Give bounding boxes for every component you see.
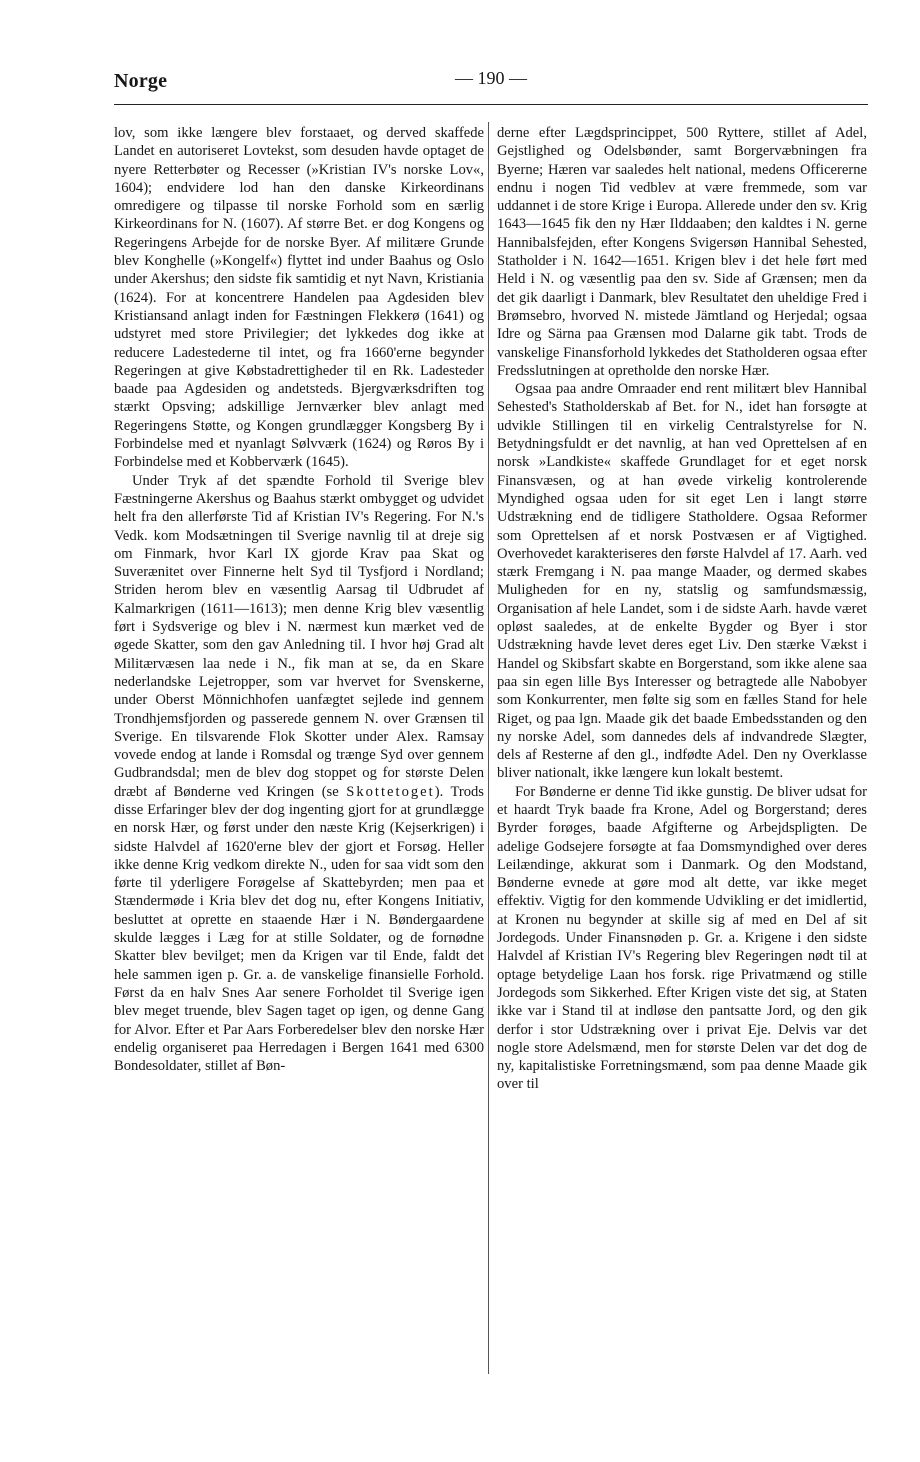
page-header xyxy=(114,60,868,100)
paragraph-text: ). Trods disse Erfaringer blev der dog ingenting gjort for at grundlægge en norsk Hær, og først under den næste Krig (Kejserkrigen) i sidste Halvdel af 1620'erne blev der gjort et Forsøg. Heller ikke denne Krig vedkom direkte N., uden for saa vidt som den førte til yderligere Forøgelse af Skattebyrden; men paa et Stændermøde i Kria blev det dog nu, efter Kongens Initiativ, besluttet at oprette en staaende Hær i N. Bøndergaardene skulde lægges i Læg for at stille Soldater, og de fornødne Skatter blev bevilget; men da Krigen var til Ende, faldt det hele sammen igen p. Gr. a. de vanskelige finansielle Forhold. Først da en halv Snes Aar senere Forholdet til Sverige igen blev meget truende, blev Sagen taget op igen, og denne Gang for Alvor. Efter et Par Aars Forberedelser blev den norske Hær endelig organiseret paa Herredagen i Bergen 1641 med 6300 Bondesoldater, stillet af Bøn- xyxy=(114,783,484,1075)
paragraph: derne efter Lægdsprincippet, 500 Ryttere, stillet af Adel, Gejstlighed og Odelsbønder, samt Borgervæbningen fra Byerne; Hæren var saaledes helt national, medens Officererne endnu i nogen Tid vedblev at være fremmede, som var uddannet i de store Krige i Europa. Allerede under den sv. Krig 1643—1645 fik den ny Hær Ilddaaben; den kaldtes i N. gerne Hannibalsfejden, efter Kongens Svigersøn Hannibal Sehested, Statholder i N. 1642—1651. Krigen blev i det hele ført med Held i N. og væsentlig paa den sv. Side af Grænsen; men da det gik daarligt i Danmark, blev Resultatet den uheldige Fred i Brømsebro, hvorved N. mistede Jämtland og Herjedal; ogsaa Idre og Särna paa Grænsen mod Dalarne gik tabt. Trods de vanskelige Finansforhold lykkedes det Statholderen ogsaa efter Fredsslutningen at opretholde den norske Hær. xyxy=(497,125,867,379)
paragraph xyxy=(114,472,484,1076)
paragraph: lov, som ikke længere blev forstaaet, og derved skaffede Landet en autoriseret Lovtekst, som desuden havde optaget de nyere Retterbøter og Recesser (»Kristian IV's norske Lov«, 1604); endvidere lod han den danske Kirkeordinans omredigere og tilpasse til norske Forhold som en særlig Kirkeordinans for N. (1607). Af større Bet. er dog Kongens og Regeringens Arbejde for de norske Byer. Af militære Grunde blev Konghelle (»Kongelf«) flyttet ind under Baahus og Oslo under Akershus; den sidste fik samtidig et nyt Navn, Kristiania (1624). For at koncentrere Handelen paa Agdesiden blev Kristiansand anlagt inden for Fæstningen Flekkerø (1641) og udstyret med store Privilegier; det lykkedes dog ikke at reducere Ladestederne til intet, og fra 1660'erne begynder Regeringen at give Købstadrettigheder til en Rk. Ladesteder baade paa Agdesiden og andetsteds. Bjergværksdriften tog stærkt Opsving; adskillige Jernværker blev anlagt med Regeringens Støtte, og Kongen grundlægger Kongsberg By i Forbindelse med et nyanlagt Sølvværk (1624) og Røros By i Forbindelse med et Kobberværk (1645). xyxy=(114,125,484,471)
page-number: — 190 — xyxy=(455,68,527,88)
cross-reference: Skottetoget xyxy=(346,783,435,800)
running-title: Norge xyxy=(114,70,168,92)
right-column xyxy=(497,124,867,1094)
paragraph: Ogsaa paa andre Omraader end rent militært blev Hannibal Sehested's Statholderskab af Bet. for N., idet han forsøgte at udvikle Stillingen til en virkelig Centralstyrelse for N. Betydningsfuldt er det navnlig, at han ved Oprettelsen af en norsk »Landkiste« skaffede Grundlaget for et eget norsk Finansvæsen, og at han øvede virkelig kontrolerende Myndighed ogsaa uden for sit eget Len i langt større Udstrækning end de tidligere Statholdere. Ogsaa Reformer som Oprettelsen af et norsk Postvæsen er af Vigtighed. Overhovedet karakteriseres den første Halvdel af 17. Aarh. ved stærk Fremgang i N. paa mange Maader, og dermed skabes Muligheden for en ny, statslig og samfundsmæssig, Organisation af hele Landet, som i de sidste Aarh. havde været opløst saaledes, at de enkelte Bygder og Byer i stor Udstrækning havde levet deres eget Liv. Den stærke Vækst i Handel og Skibsfart skabte en Borgerstand, som ikke alene saa paa sin egen lille Bys Interesser og betragtede alle Nabobyer som Konkurrenter, men følte sig som en fælles Stand for hele Riget, og paa lgn. Maade gik det baade Embedsstanden og den ny norske Adel, som dannedes dels af indvandrede Slægter, dels af Resterne af den gl., indfødte Adel. Den ny Overklasse bliver nationalt, ikke længere kun lokalt bestemt. xyxy=(497,381,867,782)
header-rule xyxy=(114,104,868,105)
left-column xyxy=(114,124,484,1075)
paragraph: For Bønderne er denne Tid ikke gunstig. De bliver udsat for et haardt Tryk baade fra Krone, Adel og Borgerstand; deres Byrder forøges, baade Afgifterne og Arbejdspligten. De adelige Godsejere forsøgte at faa Domsmyndighed over deres Leilændinge, akkurat som i Danmark. Og den Modstand, Bønderne evnede at gøre mod alt dette, var ikke meget effektiv. Vigtig for den kommende Udvikling er det imidlertid, at Kronen nu begynder at skille sig af med en Del af sit Jordegods. Under Finansnøden p. Gr. a. Krigene i den sidste Halvdel af Kristian IV's Regering blev Regeringen nødt til at optage betydelige Laan hos forsk. rige Privatmænd og stille Jordegods som Sikkerhed. Efter Krigen viste det sig, at Staten ikke var i Stand til at indløse den pantsatte Jord, og den gik derfor i stor Udstrækning over i privat Eje. Delvis var det nogle store Adelsmænd, men for største Delen var det dog de ny, kapitalistiske Forretningsmænd, som paa denne Maade gik over til xyxy=(497,783,867,1093)
paragraph-text: Under Tryk af det spændte Forhold til Sverige blev Fæstningerne Akershus og Baahus stærkt ombygget og udvidet helt fra den allerførste Tid af Kristian IV's Regering. For N.'s Vedk. kom Modsætningen til Sverige navnlig til at dreje sig om Finmark, hvor Karl IX gjorde Krav paa Skat og Suverænitet over Finnerne helt Syd til Tysfjord i Nordland; Striden herom blev en væsentlig Aarsag til Udbrudet af Kalmarkrigen (1611—1613); men denne Krig blev væsentlig ført i Sydsverige og blev i N. nærmest kun mærket ved de øgede Skatter, som den gav Anledning til. I hvor høj Grad alt Militærvæsen laa nede i N., fik man at se, da en Skare nederlandske Lejetropper, som var hvervet for Svenskerne, under Oberst Mönnichhofen uanfægtet sejlede ind gennem Trondhjemsfjorden og passerede gennem N. over Grænsen til Sverige. En tilsvarende Flok Skotter under Alex. Ramsay vovede endog at lande i Romsdal og trænge Syd over gennem Gudbrandsdal; men de blev dog stoppet og for største Delen dræbt af Bønderne ved Kringen (se xyxy=(114,472,484,800)
column-divider xyxy=(488,122,489,1374)
